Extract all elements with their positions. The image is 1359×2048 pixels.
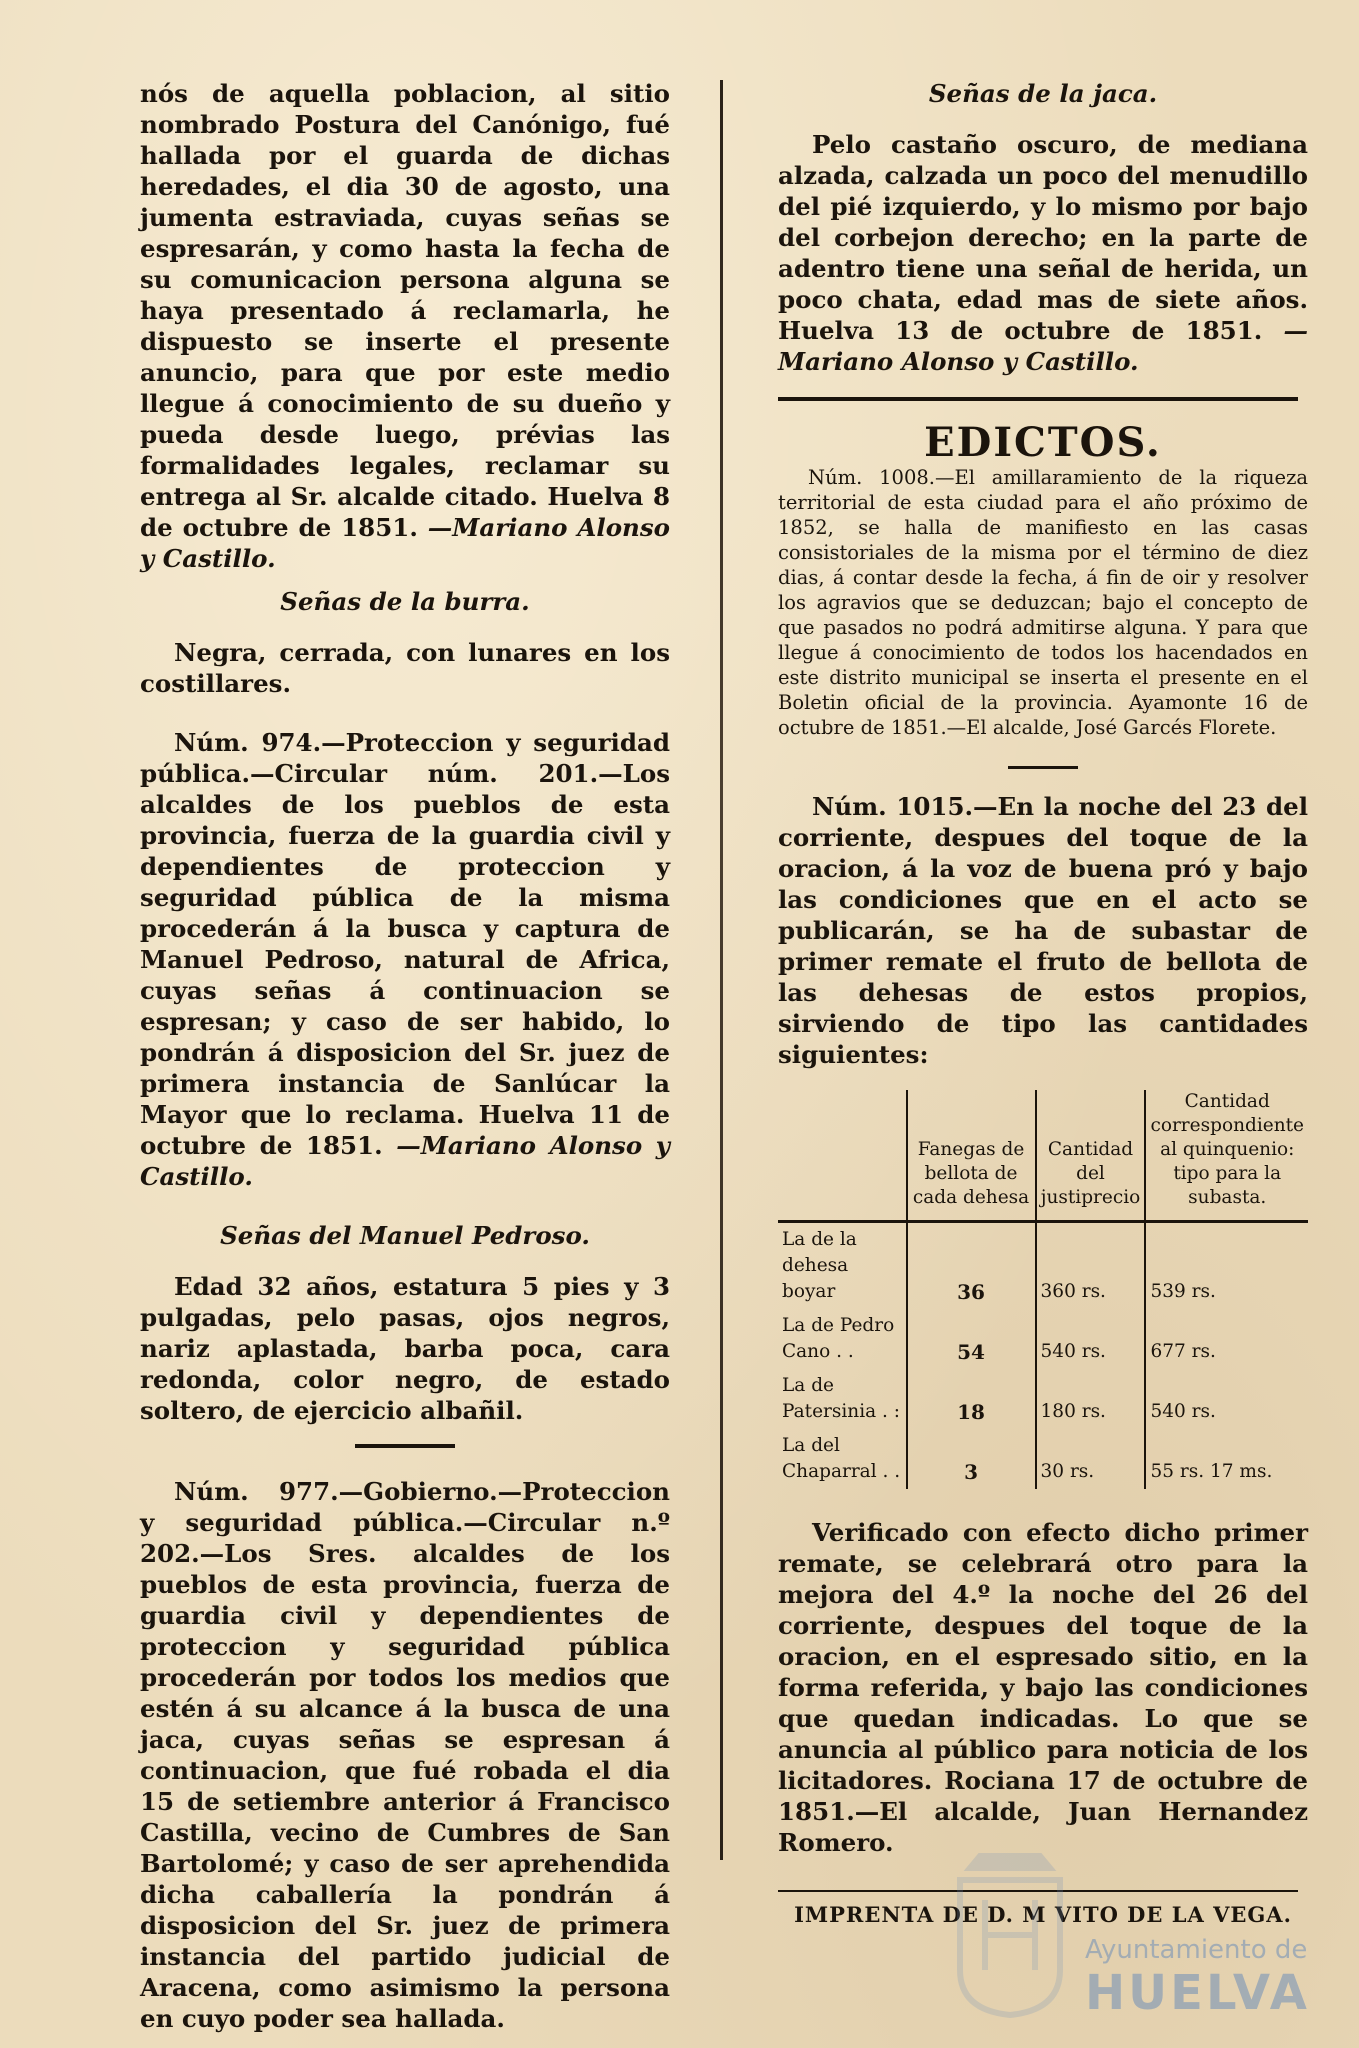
dehesa-name: La del Chaparral . . [782, 1435, 901, 1482]
table-header-row [778, 1090, 1308, 1222]
notice-974-text: Núm. 974.—Proteccion y seguridad pública.—Circular núm. 201.—Los alcaldes de los pueblos de esta provincia, fuerza de la guardia civil y dependientes de proteccion y seguridad pública de la misma procederán á la busca y captura de Manuel Pedroso, natural de Africa, cuyas señas á continuacion se espresan; y caso de ser habido, lo pondrán á disposicion del Sr. juez de primera instancia de Sanlúcar la Mayor que lo reclama. Huelva 11 de octubre de 1851. [140, 728, 670, 1160]
notice-jumenta-signature: —Mariano Alonso y Castillo. [140, 513, 671, 573]
edict-1008-block [778, 465, 1308, 740]
left-column [140, 78, 670, 2034]
heading-pedroso: Señas del Manuel Pedroso. [220, 1221, 590, 1250]
table-row [778, 1429, 1308, 1489]
table-row [778, 1309, 1308, 1369]
notice-1015: Núm. 1015.—En la noche del 23 del corriente, despues del toque de la oracion, á la voz de buena pró y bajo las condiciones que en el acto se publicarán, se ha de subastar de primer remate el fruto de bellota de las dehesas de estos propios, sirviendo de tipo las cantidades siguientes: [778, 792, 1308, 1069]
table-row [778, 1222, 1308, 1310]
justiprecio-value: 180 rs. [1036, 1369, 1146, 1429]
tipo-value: 55 rs. 17 ms. [1145, 1429, 1308, 1489]
dehesa-name: La de la dehesa boyar [782, 1229, 857, 1302]
table-header-cell: Cantidad del justiprecio [1036, 1090, 1146, 1222]
justiprecio-value: 30 rs. [1036, 1429, 1146, 1489]
fanegas-value: 18 [907, 1369, 1036, 1429]
bellota-table [778, 1090, 1308, 1489]
notice-verificado: Verificado con efecto dicho primer remate, se celebrará otro para la mejora del 4.º la noche del 26 del corriente, despues del toque de la oracion, en el espresado sitio, en la forma referida, y bajo las condiciones que quedan indicadas. Lo que se anuncia al público para noticia de los licitadores. Rociana 17 de octubre de 1851.—El alcalde, Juan Hernandez Romero. [778, 1518, 1308, 1857]
notice-jumenta [140, 78, 670, 574]
justiprecio-value: 540 rs. [1036, 1309, 1146, 1369]
table-header-cell: Cantidad correspondiente al quinquenio: tipo para la subasta. [1145, 1090, 1308, 1222]
fanegas-value: 54 [907, 1309, 1036, 1369]
notice-jumenta-text: nós de aquella poblacion, al sitio nombrado Postura del Canónigo, fué hallada por el guarda de dichas heredades, el dia 30 de agosto, una jumenta estraviada, cuyas señas se espresarán, y como hasta la fecha de su comunicacion persona alguna se haya presentado á reclamarla, he dispuesto se inserte el presente anuncio, para que por este medio llegue á conocimiento de su dueño y pueda desde luego, prévias las formalidades legales, reclamar su entrega al Sr. alcalde citado. Huelva 8 de octubre de 1851. [140, 79, 670, 542]
notice-974 [140, 727, 670, 1192]
edictos-title: EDICTOS. [924, 419, 1162, 466]
fanegas-value: 3 [907, 1429, 1036, 1489]
edictos-rule [778, 397, 1298, 401]
heading-burra: Señas de la burra. [280, 587, 530, 616]
tipo-value: 677 rs. [1145, 1309, 1308, 1369]
table-header-cell: Fanegas de bellota de cada dehesa [907, 1090, 1036, 1222]
dehesa-name: La de Patersinia . : [782, 1375, 901, 1422]
description-burra: Negra, cerrada, con lunares en los costillares. [140, 638, 670, 698]
notice-977: Núm. 977.—Gobierno.—Proteccion y seguridad pública.—Circular n.º 202.—Los Sres. alcaldes de los pueblos de esta provincia, fuerza de guardia civil y dependientes de proteccion y seguridad pública procederán por todos los medios que estén á su alcance á la busca de una jaca, cuyas señas se espresan á continuacion, que fué robada el dia 15 de setiembre anterior á Francisco Castilla, vecino de Cumbres de San Bartolomé; y caso de ser aprehendida dicha caballería la pondrán á disposicion del Sr. juez de primera instancia del partido judicial de Aracena, como asimismo la persona en cuyo poder sea hallada. [140, 1477, 670, 2033]
separator-rule [1008, 766, 1078, 769]
watermark-text-ayuntamiento: Ayuntamiento de [1085, 1935, 1308, 1965]
notice-974-signature: —Mariano Alonso y Castillo. [140, 1131, 670, 1191]
table-row [778, 1369, 1308, 1429]
justiprecio-value: 360 rs. [1036, 1222, 1146, 1310]
edict-1008: Núm. 1008.—El amillaramiento de la riqueza territorial de esta ciudad para el año próximo de 1852, se halla de manifiesto en las casas consistoriales de la misma por el término de diez dias, á contar desde la fecha, á fin de oir y resolver los agravios que se deduzcan; bajo el concepto de que pasados no podrá admitirse alguna. Y para que llegue á conocimiento de todos los hacendados en este distrito municipal se inserta el presente en el Boletin oficial de la provincia. Ayamonte 16 de octubre de 1851.—El alcalde, José Garcés Florete. [778, 466, 1308, 739]
dehesa-name: La de Pedro Cano . . [782, 1315, 895, 1362]
description-jaca [778, 129, 1308, 377]
description-jaca-text: Pelo castaño oscuro, de mediana alzada, calzada un poco del menudillo del pié izquierdo, y lo mismo por bajo del corbejon derecho; en la parte de adentro tiene una señal de herida, un poco chata, edad mas de siete años. Huelva 13 de octubre de 1851. [778, 130, 1308, 345]
right-column [778, 78, 1308, 1927]
column-divider [720, 80, 723, 1860]
description-pedroso: Edad 32 años, estatura 5 pies y 3 pulgadas, pelo pasas, ojos negros, nariz aplastada, barba poca, cara redonda, color negro, de estado soltero, de ejercicio albañil. [140, 1272, 670, 1425]
printer-imprint: IMPRENTA DE D. M VITO DE LA VEGA. [794, 1902, 1292, 1927]
fanegas-value: 36 [907, 1222, 1036, 1310]
section-rule [355, 1444, 455, 1448]
heading-jaca: Señas de la jaca. [928, 79, 1158, 108]
table-header-cell [778, 1090, 907, 1222]
tipo-value: 539 rs. [1145, 1222, 1308, 1310]
description-jaca-signature: —Mariano Alonso y Castillo. [778, 316, 1308, 376]
watermark-text-huelva: HUELVA [1085, 1965, 1310, 2021]
tipo-value: 540 rs. [1145, 1369, 1308, 1429]
